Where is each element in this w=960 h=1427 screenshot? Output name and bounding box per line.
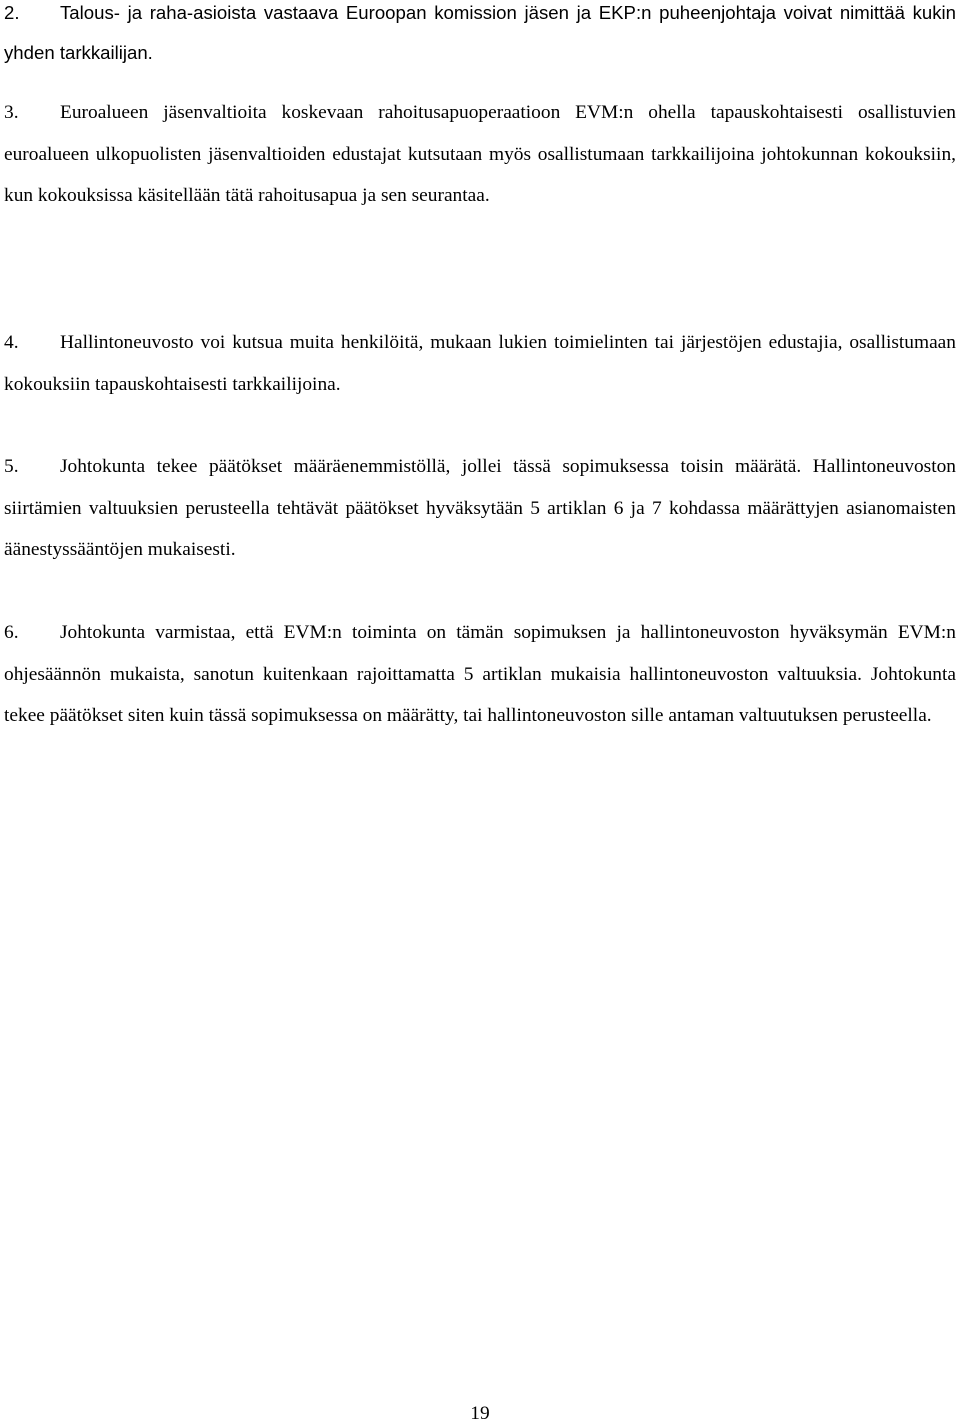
paragraph-3 [4, 92, 956, 217]
paragraph-text: Johtokunta varmistaa, että EVM:n toiminta on tämän sopimuksen ja hallintoneuvoston hyväksymän EVM:n ohjesäännön mukaista, sanotun kuitenkaan rajoittamatta 5 artiklan mukaisia hallintoneuvoston valtuuksia. Johtokunta tekee päätökset siten kuin tässä sopimuksessa on määrätty, tai hallintoneuvoston sille antaman valtuutuksen perusteella. [4, 622, 956, 726]
paragraph-4 [4, 322, 956, 405]
paragraph-text: Euroalueen jäsenvaltioita koskevaan rahoitusapuoperaatioon EVM:n ohella tapauskohtaisesti osallistuvien euroalueen ulkopuolisten jäsenvaltioiden edustajat kutsutaan myös osallistumaan tarkkailijoina johtokunnan kokouksiin, kun kokouksissa käsitellään tätä rahoitusapua ja sen seurantaa. [4, 102, 956, 206]
paragraph-2 [4, 0, 956, 73]
paragraph-text: Hallintoneuvosto voi kutsua muita henkilöitä, mukaan lukien toimielinten tai järjestöjen edustajia, osallistumaan kokouksiin tapauskohtaisesti tarkkailijoina. [4, 332, 956, 395]
paragraph-5 [4, 446, 956, 571]
paragraph-text: Johtokunta tekee päätökset määräenemmistöllä, jollei tässä sopimuksessa toisin määrätä. Hallintoneuvoston siirtämien valtuuksien perusteella tehtävät päätökset hyväksytään 5 artiklan 6 ja 7 kohdassa määrättyjen asianomaisten äänestyssääntöjen mukaisesti. [4, 456, 956, 560]
paragraph-number: 2. [4, 2, 20, 23]
page-number: 19 [470, 1403, 490, 1424]
paragraph-number: 6. [4, 622, 19, 643]
paragraph-6 [4, 612, 956, 737]
paragraph-number: 3. [4, 102, 19, 123]
paragraph-text: Talous- ja raha-asioista vastaava Euroopan komission jäsen ja EKP:n puheenjohtaja voivat nimittää kukin yhden tarkkailijan. [4, 2, 956, 63]
paragraph-number: 4. [4, 332, 19, 353]
paragraph-number: 5. [4, 456, 19, 477]
